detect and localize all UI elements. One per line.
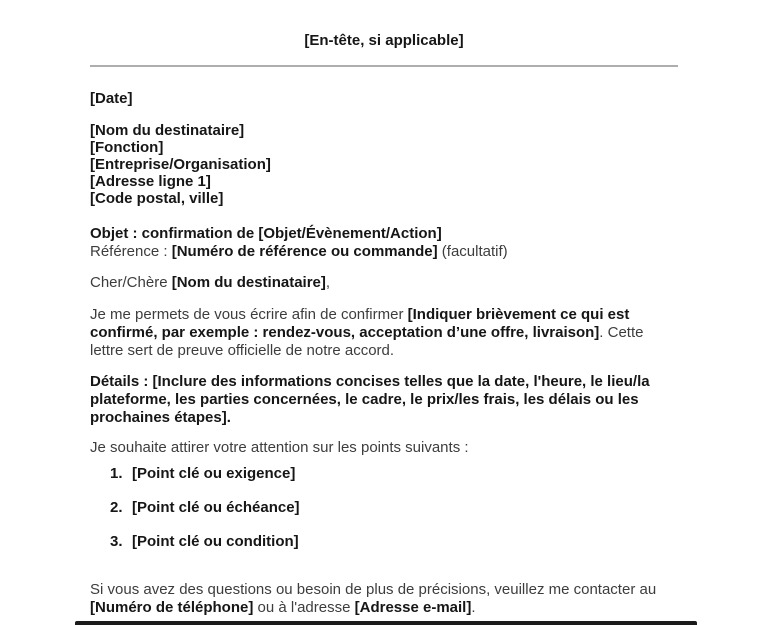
- list-item: [90, 533, 678, 551]
- closing-period: .: [471, 599, 476, 616]
- list-item-text: [Point clé ou échéance]: [132, 499, 300, 516]
- recipient-name-line: [Nom du destinataire]: [90, 122, 245, 139]
- details-paragraph: Détails : [Inclure des informations concises telles que la date, l'heure, le lieu/la plateforme, les parties concernées, le cadre, le prix/les frais, les délais ou les prochaines étapes].: [90, 373, 650, 426]
- letterhead-divider: [90, 65, 678, 67]
- reference-line: [90, 243, 678, 261]
- confirmation-text-end: . Cette lettre sert de preuve officielle de notre accord.: [90, 324, 644, 359]
- list-item-text: [Point clé ou condition]: [132, 533, 299, 550]
- list-item-text: [Point clé ou exigence]: [132, 465, 296, 482]
- closing-text-start: Si vous avez des questions ou besoin de plus de précisions, veuillez me contacter au: [90, 581, 657, 598]
- list-item-number: 2.: [110, 499, 123, 516]
- confirmation-paragraph: [90, 306, 678, 360]
- reference-value-placeholder: [Numéro de référence ou commande]: [171, 243, 438, 260]
- closing-text-middle: ou à l'adresse: [253, 599, 355, 616]
- subject-reference-block: [90, 225, 678, 261]
- next-section-top-edge: [75, 621, 697, 625]
- list-item-number: 3.: [110, 533, 123, 550]
- recipient-address-block: [90, 122, 678, 207]
- salutation-comma: ,: [325, 274, 331, 291]
- reference-label: Référence :: [90, 243, 172, 260]
- phone-placeholder: [Numéro de téléphone]: [90, 599, 254, 616]
- recipient-company-line: [Entreprise/Organisation]: [90, 156, 271, 173]
- recipient-role-line: [Fonction]: [90, 139, 164, 156]
- recipient-street-line: [Adresse ligne 1]: [90, 173, 211, 190]
- salutation-line: [90, 274, 678, 292]
- email-placeholder: [Adresse e-mail]: [354, 599, 472, 616]
- letterhead-placeholder: [En-tête, si applicable]: [304, 32, 464, 49]
- key-points-list: [90, 465, 678, 551]
- list-item: [90, 465, 678, 483]
- confirmation-text-start: Je me permets de vous écrire afin de confirmer: [90, 306, 408, 323]
- recipient-city-line: [Code postal, ville]: [90, 190, 224, 207]
- salutation-prefix: Cher/Chère: [90, 274, 172, 291]
- points-intro-line: Je souhaite attirer votre attention sur les points suivants :: [90, 439, 469, 456]
- list-item: [90, 499, 678, 517]
- subject-line: Objet : confirmation de [Objet/Évènement/Action]: [90, 225, 442, 242]
- reference-optional-note: (facultatif): [437, 243, 508, 260]
- confirmation-placeholder: [Indiquer brièvement ce qui est confirmé, par exemple : rendez-vous, acceptation d’une offre, livraison]: [90, 306, 630, 341]
- date-placeholder: [Date]: [90, 90, 133, 107]
- list-item-number: 1.: [110, 465, 123, 482]
- closing-paragraph: [90, 581, 678, 617]
- salutation-name-placeholder: [Nom du destinataire]: [171, 274, 326, 291]
